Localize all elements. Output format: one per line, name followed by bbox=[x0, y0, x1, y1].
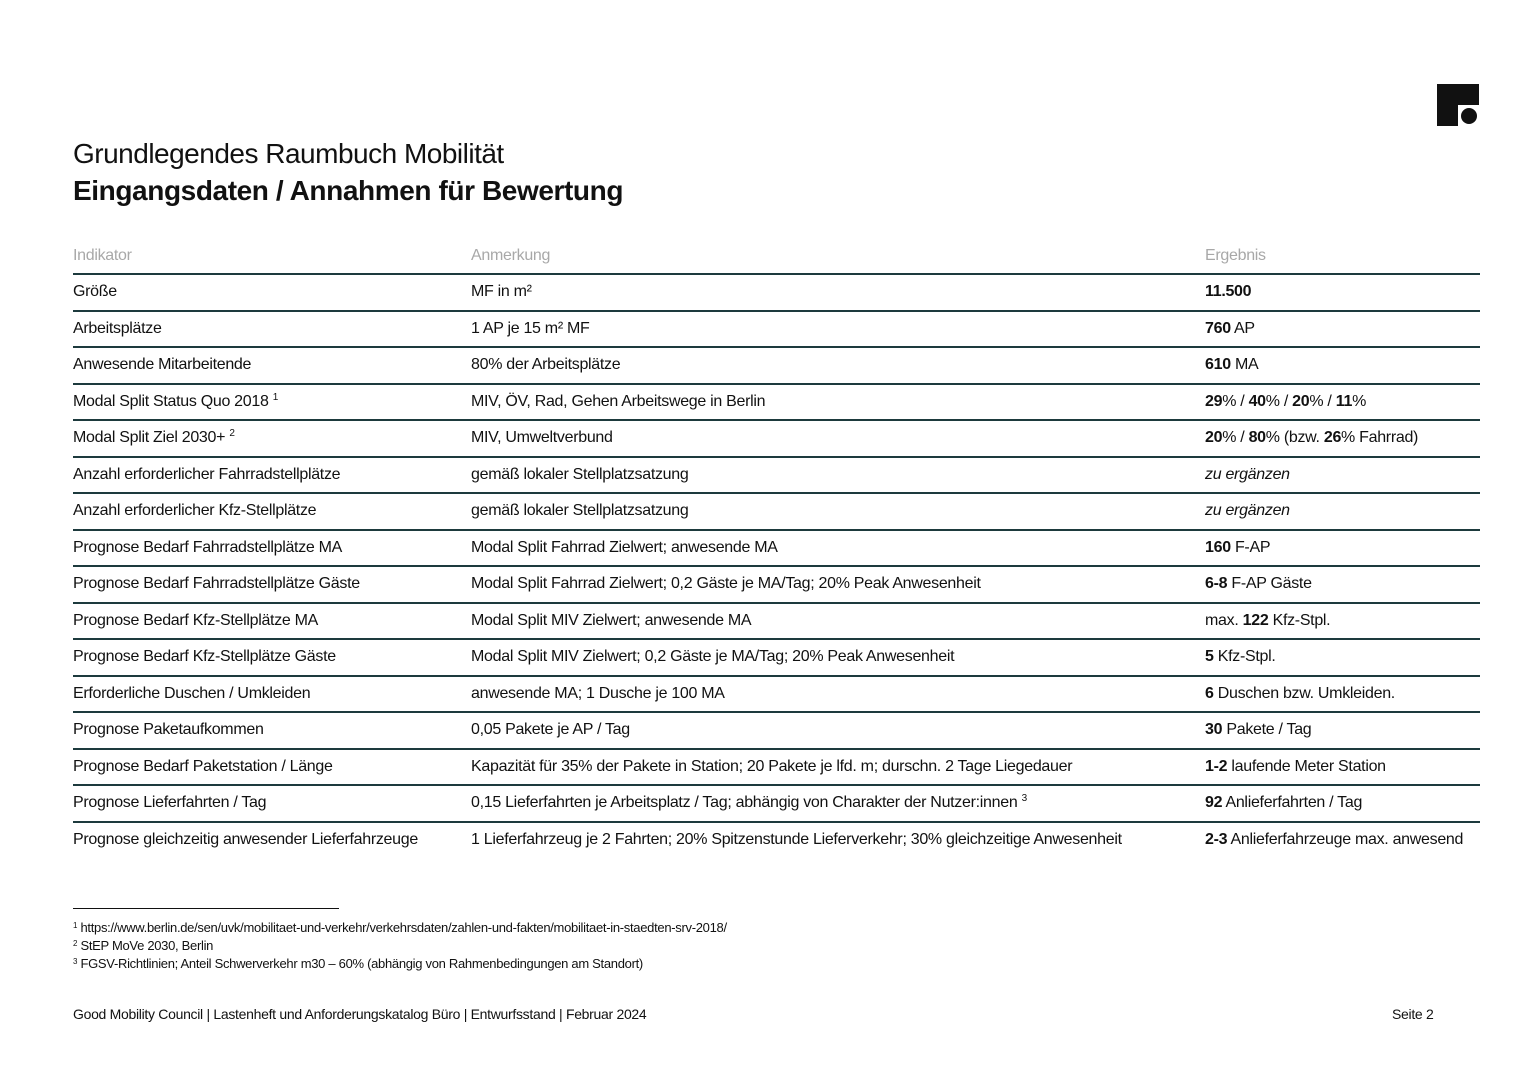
footnote-text: StEP MoVe 2030, Berlin bbox=[80, 938, 214, 953]
note-text: anwesende MA; 1 Dusche je 100 MA bbox=[471, 684, 725, 702]
footnote-text: https://www.berlin.de/sen/uvk/mobilitaet-und-verkehr/verkehrsdaten/zahlen-und-fakten/mobilitaet-in-staedten-srv-2018/ bbox=[80, 920, 727, 935]
brand-logo-icon bbox=[1437, 84, 1479, 126]
result-value: 92 bbox=[1205, 794, 1223, 812]
cell-indicator bbox=[73, 347, 471, 384]
result-text: % (bzw. bbox=[1265, 429, 1324, 447]
column-header-note: Anmerkung bbox=[471, 238, 1205, 274]
result-text: % bbox=[1352, 392, 1366, 410]
cell-result bbox=[1205, 603, 1480, 640]
cell-result bbox=[1205, 457, 1480, 494]
result-value: 6 bbox=[1205, 684, 1214, 702]
cell-note bbox=[471, 420, 1205, 457]
table-row bbox=[73, 822, 1480, 858]
table-row bbox=[73, 603, 1480, 640]
cell-indicator bbox=[73, 785, 471, 822]
result-value: 760 bbox=[1205, 319, 1231, 337]
note-text: gemäß lokaler Stellplatzsatzung bbox=[471, 465, 689, 483]
cell-result bbox=[1205, 749, 1480, 786]
result-value: 40 bbox=[1248, 392, 1266, 410]
result-text: Kfz-Stpl. bbox=[1268, 611, 1331, 629]
footnote-number: 3 bbox=[73, 957, 78, 966]
note-text: Kapazität für 35% der Pakete in Station; 20 Pakete je lfd. m; durschn. 2 Tage Liegedauer bbox=[471, 757, 1073, 775]
cell-indicator bbox=[73, 749, 471, 786]
indicator-text: Prognose Bedarf Kfz-Stellplätze MA bbox=[73, 611, 319, 629]
note-text: 0,15 Lieferfahrten je Arbeitsplatz / Tag; abhängig von Charakter der Nutzer:innen bbox=[471, 794, 1018, 812]
footnote bbox=[73, 937, 727, 955]
cell-note bbox=[471, 712, 1205, 749]
cell-indicator bbox=[73, 457, 471, 494]
result-text: AP bbox=[1230, 319, 1255, 337]
cell-indicator bbox=[73, 493, 471, 530]
table-row bbox=[73, 566, 1480, 603]
cell-result bbox=[1205, 712, 1480, 749]
footnote-ref: 3 bbox=[1021, 793, 1027, 805]
footnote-text: FGSV-Richtlinien; Anteil Schwerverkehr m30 – 60% (abhängig von Rahmenbedingungen am Standort) bbox=[80, 956, 643, 971]
cell-note bbox=[471, 749, 1205, 786]
indicator-text: Modal Split Status Quo 2018 bbox=[73, 392, 269, 410]
result-text: F-AP bbox=[1230, 538, 1271, 556]
table-row bbox=[73, 347, 1480, 384]
result-text: Pakete / Tag bbox=[1222, 721, 1312, 739]
note-text: Modal Split MIV Zielwert; 0,2 Gäste je MA/Tag; 20% Peak Anwesenheit bbox=[471, 648, 955, 666]
cell-note bbox=[471, 639, 1205, 676]
footnotes bbox=[73, 919, 727, 973]
cell-note bbox=[471, 493, 1205, 530]
column-header-result: Ergebnis bbox=[1205, 238, 1480, 274]
cell-result bbox=[1205, 384, 1480, 421]
result-value: 5 bbox=[1205, 648, 1214, 666]
note-text: MIV, ÖV, Rad, Gehen Arbeitswege in Berlin bbox=[471, 392, 766, 410]
page-title: Grundlegendes Raumbuch Mobilität bbox=[73, 138, 504, 169]
result-value: 11 bbox=[1335, 392, 1353, 410]
indicator-text: Anzahl erforderlicher Fahrradstellplätze bbox=[73, 465, 341, 483]
footnote bbox=[73, 955, 727, 973]
result-value: 2-3 bbox=[1205, 830, 1228, 848]
result-value: 20 bbox=[1205, 429, 1223, 447]
result-value: 20 bbox=[1292, 392, 1310, 410]
footnote-number: 2 bbox=[73, 939, 78, 948]
result-text: zu ergänzen bbox=[1205, 502, 1290, 520]
note-text: 0,05 Pakete je AP / Tag bbox=[471, 721, 630, 739]
result-text: % / bbox=[1265, 392, 1293, 410]
footnote-ref: 1 bbox=[272, 391, 279, 403]
indicator-text: Prognose Bedarf Fahrradstellplätze MA bbox=[73, 538, 343, 556]
table-row bbox=[73, 712, 1480, 749]
result-text: Anlieferfahrten / Tag bbox=[1222, 794, 1363, 812]
result-value: 30 bbox=[1205, 721, 1223, 739]
indicator-text: Prognose gleichzeitig anwesender Lieferfahrzeuge bbox=[73, 830, 418, 848]
cell-result bbox=[1205, 530, 1480, 567]
table-row bbox=[73, 493, 1480, 530]
cell-note bbox=[471, 530, 1205, 567]
cell-result bbox=[1205, 311, 1480, 348]
indicator-text: Modal Split Ziel 2030+ bbox=[73, 429, 226, 447]
footer-text: Good Mobility Council | Lastenheft und Anforderungskatalog Büro | Entwurfsstand | Februar 2024 bbox=[73, 1006, 647, 1022]
table-row bbox=[73, 785, 1480, 822]
indicator-text: Prognose Bedarf Fahrradstellplätze Gäste bbox=[73, 575, 360, 593]
cell-note bbox=[471, 457, 1205, 494]
result-text: laufende Meter Station bbox=[1227, 757, 1386, 775]
cell-indicator bbox=[73, 712, 471, 749]
table-row bbox=[73, 274, 1480, 311]
cell-note bbox=[471, 274, 1205, 311]
result-value: 11.500 bbox=[1205, 283, 1252, 301]
cell-indicator bbox=[73, 384, 471, 421]
result-text: F-AP Gäste bbox=[1227, 575, 1312, 593]
title-block bbox=[73, 136, 623, 210]
table-row bbox=[73, 457, 1480, 494]
result-value: 160 bbox=[1205, 538, 1231, 556]
indicator-text: Erforderliche Duschen / Umkleiden bbox=[73, 684, 311, 702]
page-number: Seite 2 bbox=[1392, 1006, 1434, 1022]
result-value: 610 bbox=[1205, 356, 1231, 374]
cell-indicator bbox=[73, 603, 471, 640]
cell-result bbox=[1205, 822, 1480, 858]
table-row bbox=[73, 530, 1480, 567]
cell-note bbox=[471, 384, 1205, 421]
result-text: % / bbox=[1309, 392, 1336, 410]
note-text: Modal Split Fahrrad Zielwert; anwesende MA bbox=[471, 538, 778, 556]
note-text: MIV, Umweltverbund bbox=[471, 429, 613, 447]
result-value: 29 bbox=[1205, 392, 1223, 410]
cell-result bbox=[1205, 566, 1480, 603]
column-header-indicator: Indikator bbox=[73, 238, 471, 274]
note-text: 1 AP je 15 m² MF bbox=[471, 319, 590, 337]
table-row bbox=[73, 676, 1480, 713]
cell-note bbox=[471, 822, 1205, 858]
note-text: MF in m² bbox=[471, 283, 532, 301]
cell-result bbox=[1205, 676, 1480, 713]
cell-indicator bbox=[73, 822, 471, 858]
indicator-text: Prognose Lieferfahrten / Tag bbox=[73, 794, 267, 812]
result-value: 6-8 bbox=[1205, 575, 1228, 593]
cell-indicator bbox=[73, 566, 471, 603]
indicator-text: Prognose Bedarf Paketstation / Länge bbox=[73, 757, 333, 775]
result-text: % Fahrrad) bbox=[1341, 429, 1419, 447]
result-text: % / bbox=[1222, 429, 1249, 447]
cell-result bbox=[1205, 639, 1480, 676]
note-text: gemäß lokaler Stellplatzsatzung bbox=[471, 502, 689, 520]
result-value: 26 bbox=[1323, 429, 1342, 447]
cell-indicator bbox=[73, 420, 471, 457]
cell-note bbox=[471, 347, 1205, 384]
note-text: Modal Split MIV Zielwert; anwesende MA bbox=[471, 611, 752, 629]
table-row bbox=[73, 639, 1480, 676]
note-text: Modal Split Fahrrad Zielwert; 0,2 Gäste je MA/Tag; 20% Peak Anwesenheit bbox=[471, 575, 981, 593]
footnote-ref: 2 bbox=[229, 428, 235, 440]
cell-indicator bbox=[73, 311, 471, 348]
result-text: MA bbox=[1230, 356, 1259, 374]
cell-note bbox=[471, 311, 1205, 348]
cell-result bbox=[1205, 785, 1480, 822]
table-row bbox=[73, 384, 1480, 421]
cell-result bbox=[1205, 493, 1480, 530]
note-text: 1 Lieferfahrzeug je 2 Fahrten; 20% Spitzenstunde Lieferverkehr; 30% gleichzeitige Anwesenheit bbox=[471, 830, 1122, 848]
table-row bbox=[73, 311, 1480, 348]
result-value: 122 bbox=[1242, 611, 1269, 629]
indicator-text: Anwesende Mitarbeitende bbox=[73, 356, 252, 374]
result-text: zu ergänzen bbox=[1205, 465, 1290, 483]
indicator-text: Prognose Paketaufkommen bbox=[73, 721, 264, 739]
result-text: % / bbox=[1222, 392, 1249, 410]
cell-note bbox=[471, 566, 1205, 603]
indicator-text: Prognose Bedarf Kfz-Stellplätze Gäste bbox=[73, 648, 336, 666]
table-header-row bbox=[73, 238, 1480, 274]
table-row bbox=[73, 749, 1480, 786]
result-text: max. bbox=[1205, 611, 1243, 629]
result-text: Duschen bzw. Umkleiden. bbox=[1213, 684, 1395, 702]
indicator-text: Anzahl erforderlicher Kfz-Stellplätze bbox=[73, 502, 317, 520]
table-row bbox=[73, 420, 1480, 457]
cell-note bbox=[471, 785, 1205, 822]
cell-indicator bbox=[73, 639, 471, 676]
cell-result bbox=[1205, 274, 1480, 311]
cell-indicator bbox=[73, 274, 471, 311]
cell-note bbox=[471, 603, 1205, 640]
table-body bbox=[73, 274, 1480, 857]
footnote-divider bbox=[73, 908, 339, 909]
data-table bbox=[73, 238, 1480, 857]
indicator-text: Arbeitsplätze bbox=[73, 319, 162, 337]
result-text: Kfz-Stpl. bbox=[1213, 648, 1276, 666]
result-value: 1-2 bbox=[1205, 757, 1228, 775]
indicator-text: Größe bbox=[73, 283, 117, 301]
footnote-number: 1 bbox=[73, 921, 78, 930]
result-value: 80 bbox=[1248, 429, 1266, 447]
page-subtitle: Eingangsdaten / Annahmen für Bewertung bbox=[73, 175, 624, 206]
cell-result bbox=[1205, 347, 1480, 384]
result-text: Anlieferfahrzeuge max. anwesend bbox=[1227, 830, 1464, 848]
cell-result bbox=[1205, 420, 1480, 457]
footnote bbox=[73, 919, 727, 937]
cell-note bbox=[471, 676, 1205, 713]
note-text: 80% der Arbeitsplätze bbox=[471, 356, 621, 374]
cell-indicator bbox=[73, 676, 471, 713]
cell-indicator bbox=[73, 530, 471, 567]
